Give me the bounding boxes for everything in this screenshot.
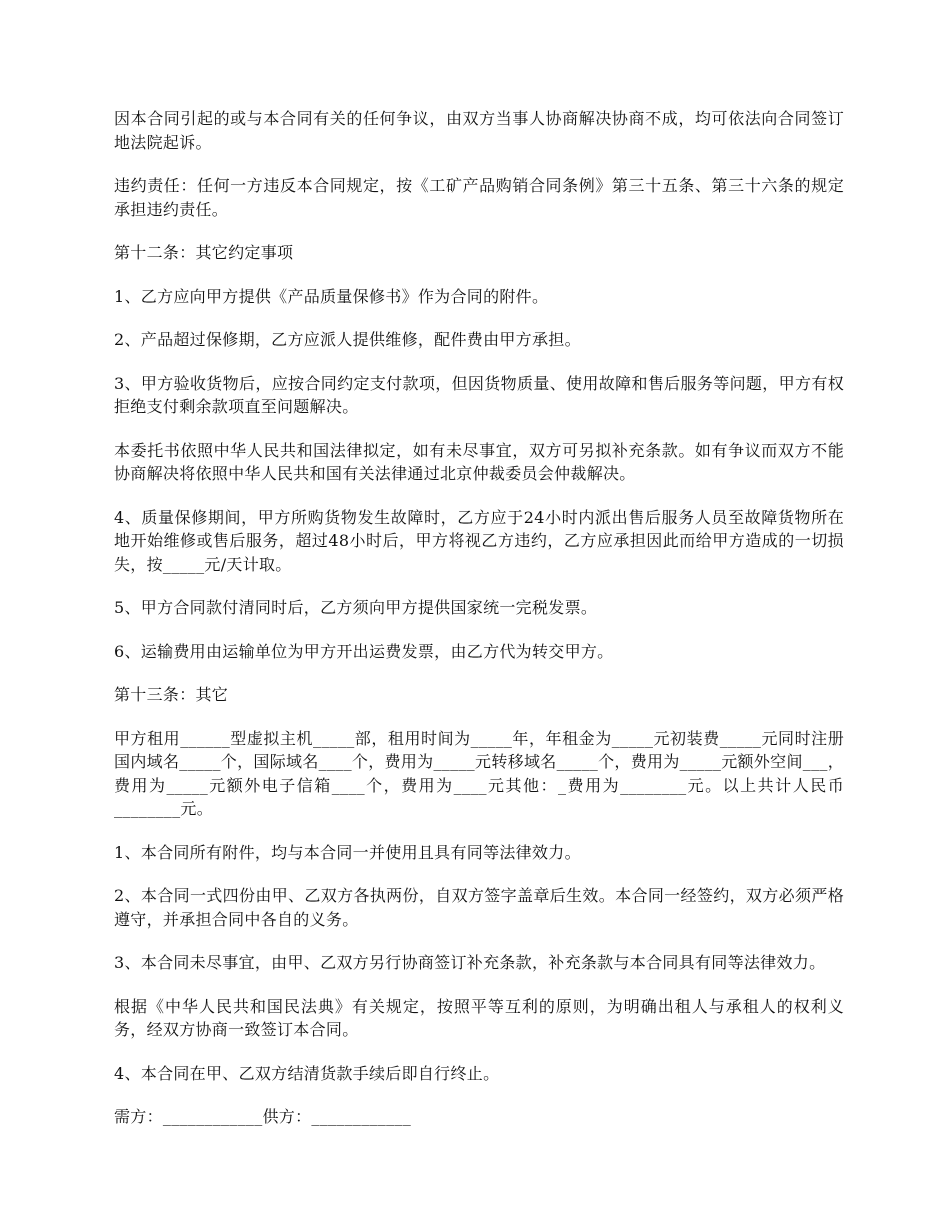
paragraph-item-2-out-of-warranty: 2、产品超过保修期，乙方应派人提供维修，配件费由甲方承担。 bbox=[114, 330, 581, 349]
article-13-heading: 第十三条：其它 bbox=[114, 685, 229, 704]
signature-line: 需方：____________供方：____________ bbox=[114, 1107, 411, 1126]
paragraph-arbitration: 本委托书依照中华人民共和国法律拟定，如有未尽事宜，双方可另拟补充条款。如有争议而双方不能协商解决将依照中华人民共和国有关法律通过北京仲裁委员会仲裁解决。 bbox=[114, 440, 844, 483]
paragraph-civil-code-basis: 根据《中华人民共和国民法典》有关规定，按照平等互利的原则，为明确出租人与承租人的权利义务，经双方协商一致签订本合同。 bbox=[114, 996, 844, 1039]
paragraph-termination: 4、本合同在甲、乙双方结清货款手续后即自行终止。 bbox=[114, 1063, 500, 1083]
paragraph-item-1-warranty-book: 1、乙方应向甲方提供《产品质量保修书》作为合同的附件。 bbox=[114, 286, 549, 306]
paragraph-breach-liability: 违约责任：任何一方违反本合同规定，按《工矿产品购销合同条例》第三十五条、第三十六条的规定承担违约责任。 bbox=[114, 176, 844, 219]
article-12-heading: 第十二条：其它约定事项 bbox=[114, 243, 294, 262]
paragraph-hosting-rental: 甲方租用______型虚拟主机_____部，租用时间为_____年，年租金为_____元初装费_____元同时注册国内域名_____个，国际域名____个，费用为_____元转移域名_____个，费用为_____元额外空间___，费用为_____元额外电子信箱____个，费用为____元其他：_费用为________元。以上共计人民币________元。 bbox=[114, 728, 844, 818]
paragraph-item-6-freight: 6、运输费用由运输单位为甲方开出运费发票，由乙方代为转交甲方。 bbox=[114, 641, 614, 661]
paragraph-supplementary-terms: 3、本合同未尽事宜，由甲、乙双方另行协商签订补充条款，补充条款与本合同具有同等法律效力。 bbox=[114, 953, 826, 972]
paragraph-attachments: 1、本合同所有附件，均与本合同一并使用且具有同等法律效力。 bbox=[114, 842, 581, 862]
document-body bbox=[114, 107, 844, 1149]
paragraph-item-4-warranty-service: 4、质量保修期间，甲方所购货物发生故障时，乙方应于24小时内派出售后服务人员至故障货物所在地开始维修或售后服务，超过48小时后，甲方将视乙方违约，乙方应承担因此而给甲方造成的一切损失，按_____元/天计取。 bbox=[114, 507, 844, 574]
paragraph-dispute-resolution: 因本合同引起的或与本合同有关的任何争议，由双方当事人协商解决协商不成，均可依法向合同签订地法院起诉。 bbox=[114, 109, 844, 152]
paragraph-copies-effective: 2、本合同一式四份由甲、乙双方各执两份，自双方签字盖章后生效。本合同一经签约，双方必须严格遵守，并承担合同中各自的义务。 bbox=[114, 886, 844, 929]
paragraph-item-5-invoice: 5、甲方合同款付清同时后，乙方须向甲方提供国家统一完税发票。 bbox=[114, 598, 598, 617]
paragraph-item-3-acceptance: 3、甲方验收货物后，应按合同约定支付款项，但因货物质量、使用故障和售后服务等问题，甲方有权拒绝支付剩余款项直至问题解决。 bbox=[114, 373, 844, 416]
